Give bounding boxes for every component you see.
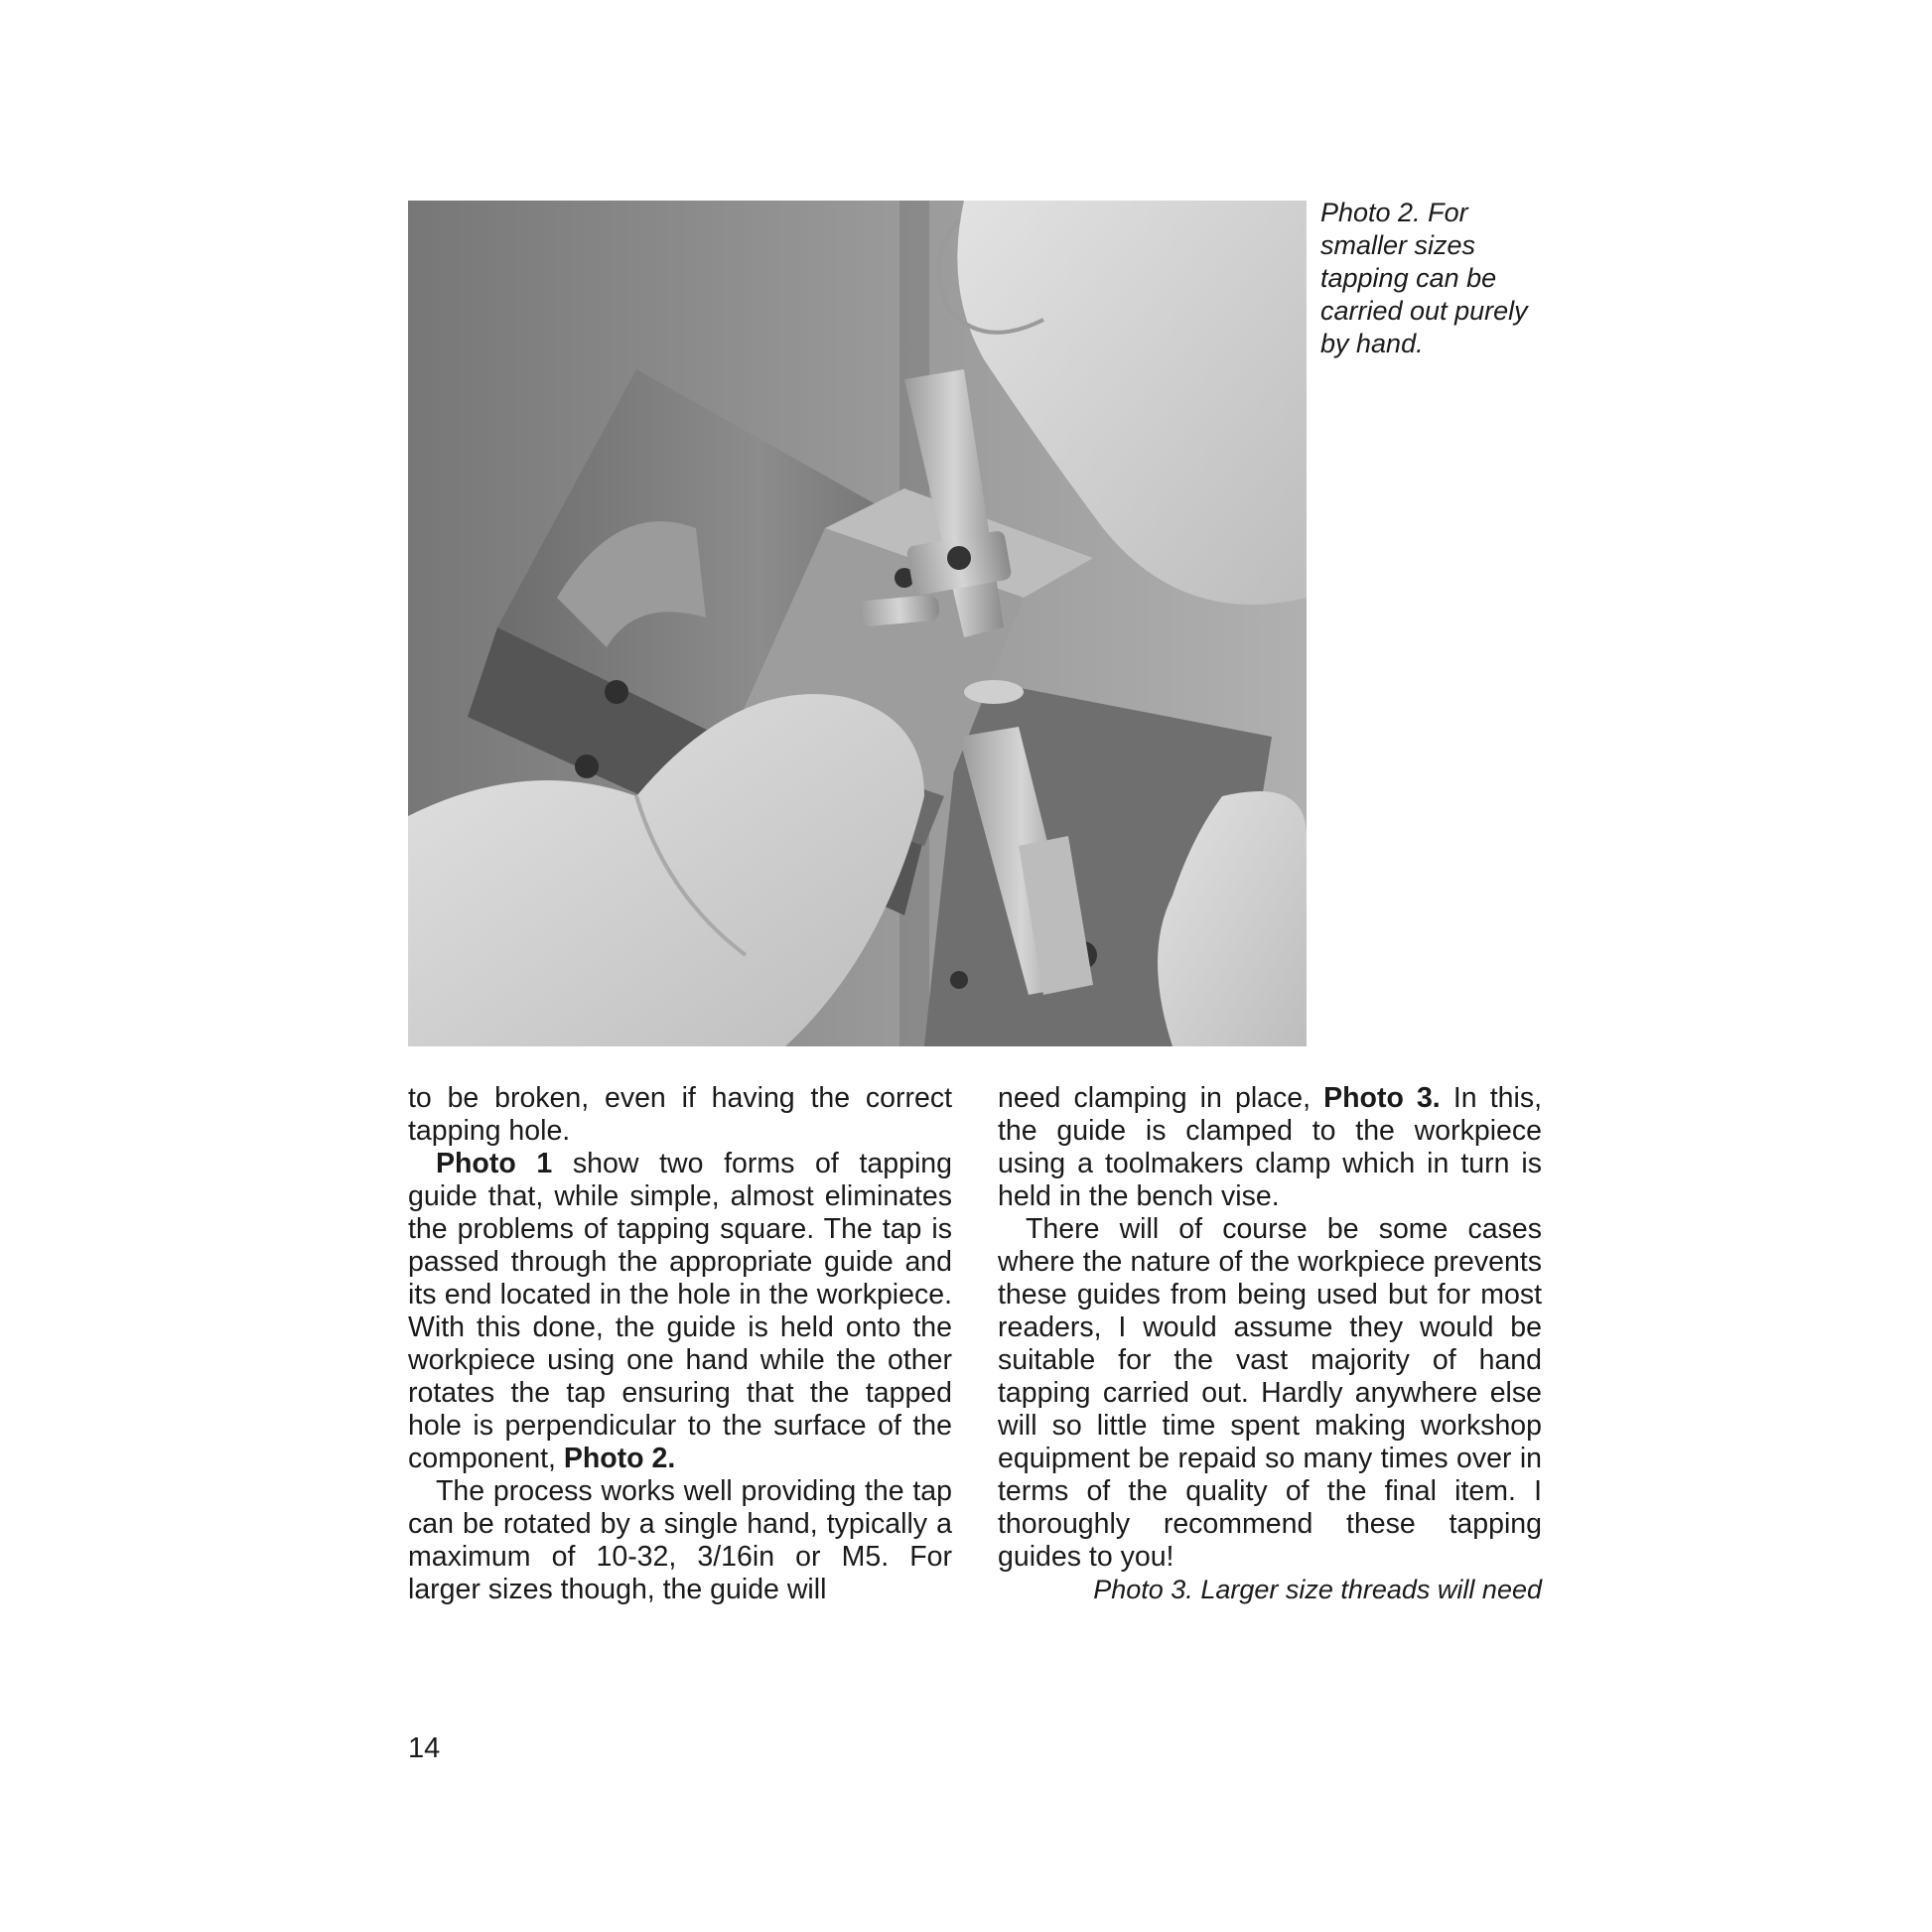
photo-1-ref: Photo 1 <box>436 1148 553 1179</box>
photo-3-ref: Photo 3. <box>1323 1082 1441 1114</box>
left-column <box>408 1082 952 1606</box>
photo-3-caption: Photo 3. Larger size threads will need <box>1093 1575 1542 1604</box>
right-paragraph-1-start: need clamping in place, <box>998 1082 1324 1114</box>
photo-2-ref: Photo 2. <box>563 1443 676 1474</box>
right-paragraph-2: There will of course be some cases where the nature of the workpiece prevents these guides from being used but for most readers, I would assume they would be suitable for the vast majority of hand tapping carried out. Hardly anywhere else will so little time spent making workshop equipment be repaid so many times over in terms of the quality of the final item. I thoroughly recommend these tapping guides to you! <box>998 1213 1542 1573</box>
page-number: 14 <box>408 1732 441 1764</box>
left-paragraph-1: to be broken, even if having the correct tapping hole. <box>408 1082 952 1147</box>
left-paragraph-2-body: show two forms of tapping guide that, while simple, almost eliminates the problems of tapping square. The tap is passed through the appropriate guide and its end located in the hole in the workpiece. With this done, the guide is held onto the workpiece using one hand while the other rotates the tap ensuring that the tapped hole is perpendicular to the surface of the component, <box>408 1148 952 1474</box>
right-paragraph-1-end: In this, the guide is clamped to the workpiece using a toolmakers clamp which in turn is held in the bench vise. <box>998 1082 1542 1212</box>
right-column <box>998 1082 1542 1606</box>
left-paragraph-3: The process works well providing the tap can be rotated by a single hand, typically a maximum of 10-32, 3/16in or M5. For larger sizes though, the guide will <box>408 1475 952 1605</box>
photo-2 <box>408 201 1307 1046</box>
right-paragraph-1 <box>998 1082 1542 1213</box>
photo-2-caption: Photo 2. For smaller sizes tapping can be carried out purely by hand. <box>1320 198 1528 358</box>
left-paragraph-2 <box>408 1148 952 1475</box>
